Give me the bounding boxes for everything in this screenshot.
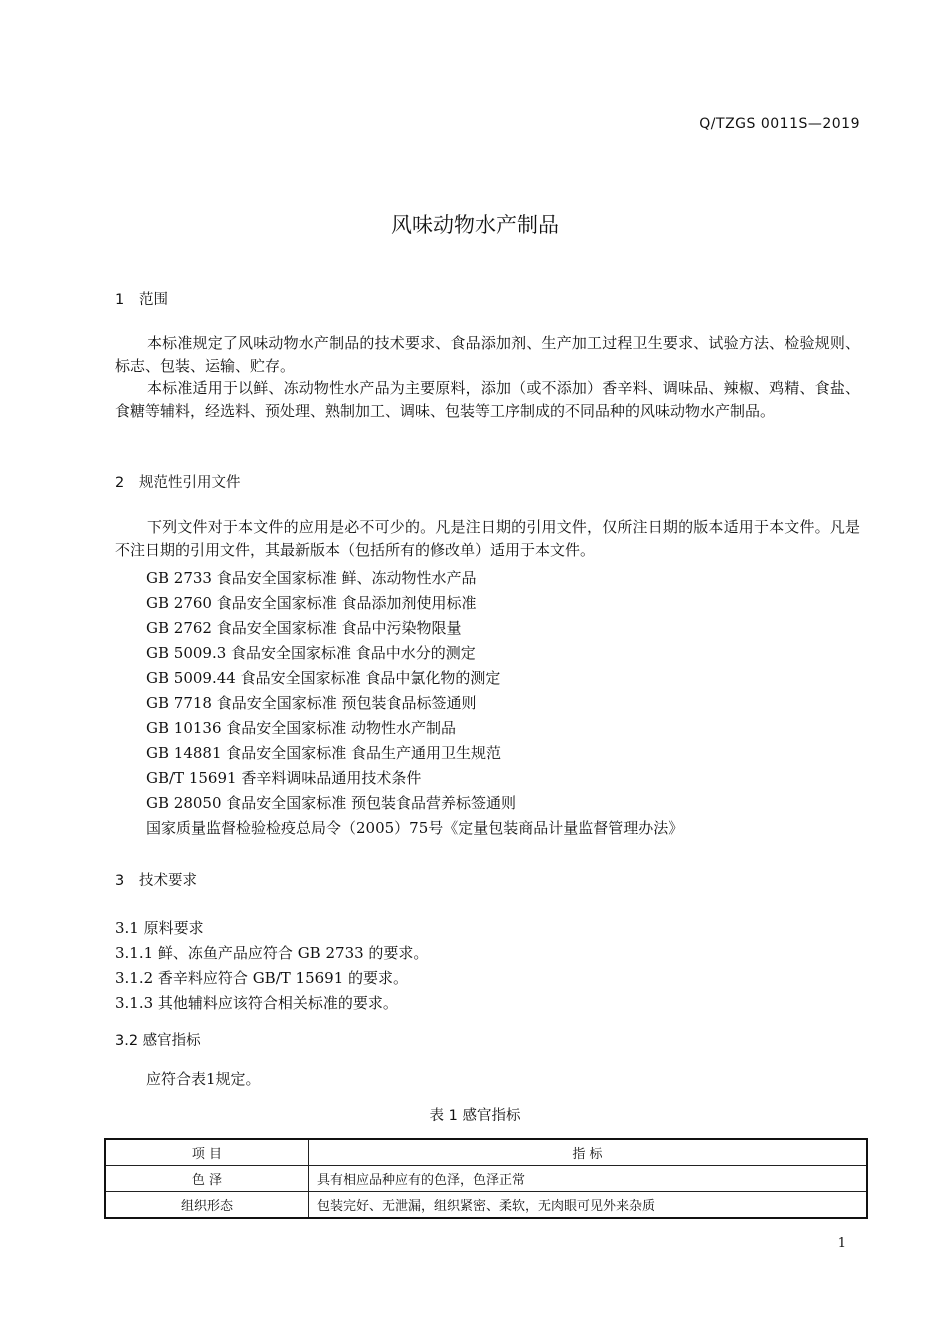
reference-item: GB 10136 食品安全国家标准 动物性水产制品 <box>146 719 457 737</box>
table-row <box>105 1166 867 1192</box>
section-1-number: 1 <box>115 292 125 308</box>
table-header-indicator: 指 标 <box>309 1139 868 1166</box>
subsection-3-1: 3.1 原料要求 <box>115 919 204 937</box>
subsection-3-2-heading: 3.2 感官指标 <box>115 1033 201 1049</box>
sensory-requirement-text: 应符合表1规定。 <box>146 1070 261 1088</box>
section-2-title: 规范性引用文件 <box>139 475 241 491</box>
subsection-3-1-3: 3.1.3 其他辅料应该符合相关标准的要求。 <box>115 994 398 1012</box>
subsection-3-1-1: 3.1.1 鲜、冻鱼产品应符合 GB 2733 的要求。 <box>115 944 429 962</box>
table-header-item: 项 目 <box>105 1139 309 1166</box>
section-3-title: 技术要求 <box>139 873 197 889</box>
reference-item: GB 5009.3 食品安全国家标准 食品中水分的测定 <box>146 644 476 662</box>
reference-item: GB 7718 食品安全国家标准 预包装食品标签通则 <box>146 694 477 712</box>
reference-item: GB 14881 食品安全国家标准 食品生产通用卫生规范 <box>146 744 502 762</box>
table-header-row <box>105 1139 867 1166</box>
table-cell-item: 色 泽 <box>105 1166 309 1192</box>
subsection-3-1-2: 3.1.2 香辛料应符合 GB/T 15691 的要求。 <box>115 969 409 987</box>
table-cell-item: 组织形态 <box>105 1192 309 1219</box>
page-number: 1 <box>837 1236 846 1251</box>
section-3-number: 3 <box>115 873 125 889</box>
reference-item: GB 2733 食品安全国家标准 鲜、冻动物性水产品 <box>146 569 477 587</box>
reference-item: GB 2762 食品安全国家标准 食品中污染物限量 <box>146 619 462 637</box>
table-cell-indicator: 具有相应品种应有的色泽，色泽正常 <box>309 1166 868 1192</box>
reference-item: GB 28050 食品安全国家标准 预包装食品营养标签通则 <box>146 794 517 812</box>
table-caption: 表 1 感官指标 <box>429 1108 521 1124</box>
page-title: 风味动物水产制品 <box>391 213 559 237</box>
reference-item: GB 2760 食品安全国家标准 食品添加剂使用标准 <box>146 594 477 612</box>
scope-paragraph-1: 本标准规定了风味动物水产制品的技术要求、食品添加剂、生产加工过程卫生要求、试验方法、检验规则、标志、包装、运输、贮存。 <box>115 334 860 375</box>
table-cell-indicator: 包装完好、无泄漏，组织紧密、柔软，无肉眼可见外来杂质 <box>309 1192 868 1219</box>
section-3-heading <box>115 869 197 890</box>
reference-item: GB 5009.44 食品安全国家标准 食品中氯化物的测定 <box>146 669 501 687</box>
reference-item: 国家质量监督检验检疫总局令（2005）75号《定量包装商品计量监督管理办法》 <box>146 819 684 837</box>
reference-item: GB/T 15691 香辛料调味品通用技术条件 <box>146 769 422 787</box>
section-2-number: 2 <box>115 475 125 491</box>
document-number: Q/TZGS 0011S—2019 <box>699 116 860 132</box>
section-2-heading <box>115 471 241 492</box>
section-1-title: 范围 <box>139 292 168 308</box>
references-intro: 下列文件对于本文件的应用是必不可少的。凡是注日期的引用文件，仅所注日期的版本适用于本文件。凡是不注日期的引用文件，其最新版本（包括所有的修改单）适用于本文件。 <box>115 518 860 559</box>
sensory-table <box>104 1138 868 1219</box>
section-1-heading <box>115 288 168 309</box>
scope-paragraph-2: 本标准适用于以鲜、冻动物性水产品为主要原料，添加（或不添加）香辛料、调味品、辣椒、鸡精、食盐、食糖等辅料，经选料、预处理、熟制加工、调味、包装等工序制成的不同品种的风味动物水产制品。 <box>115 379 860 420</box>
table-row <box>105 1192 867 1219</box>
